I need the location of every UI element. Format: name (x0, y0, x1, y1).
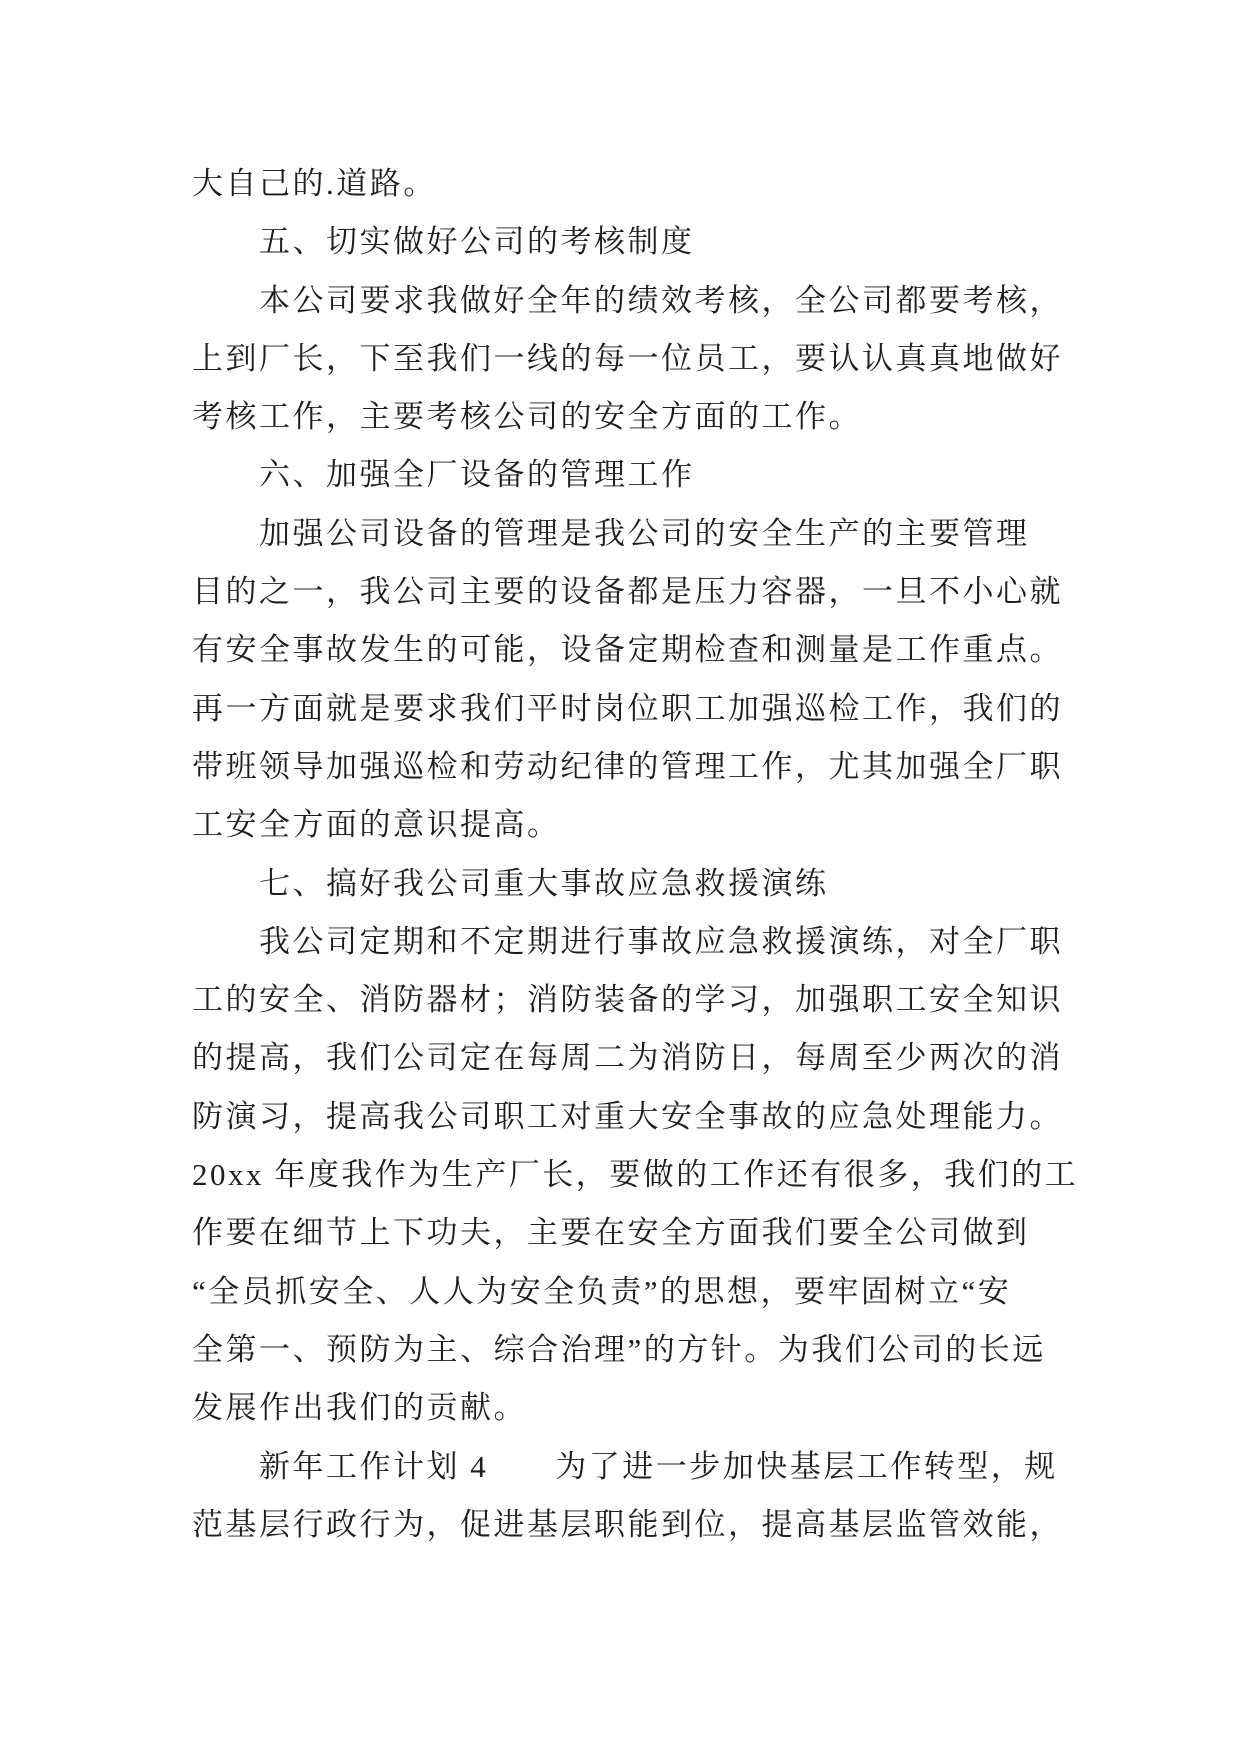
text-line: 20xx 年度我作为生产厂长，要做的工作还有很多，我们的工 (192, 1157, 1079, 1193)
text-line: 全第一、预防为主、综合治理”的方针。为我们公司的长远 (192, 1331, 1046, 1367)
text-line: 防演习，提高我公司职工对重大安全事故的应急处理能力。 (192, 1098, 1063, 1134)
paragraph (192, 505, 1091, 855)
text-line: 带班领导加强巡检和劳动纪律的管理工作，尤其加强全厂职 (192, 748, 1063, 784)
section-heading (192, 446, 1091, 504)
text-line: 有安全事故发生的可能，设备定期检查和测量是工作重点。 (192, 632, 1063, 668)
text-line: 作要在细节上下功夫，主要在安全方面我们要全公司做到 (192, 1215, 1030, 1251)
heading-text: 六、加强全厂设备的管理工作 (259, 457, 695, 493)
text-line: 发展作出我们的贡献。 (192, 1390, 527, 1426)
continued-paragraph (192, 155, 1091, 213)
text-line: 新年工作计划 4 为了进一步加快基层工作转型，规 (259, 1448, 1058, 1484)
text-line: 再一方面就是要求我们平时岗位职工加强巡检工作，我们的 (192, 690, 1063, 726)
text-line: 考核工作，主要考核公司的安全方面的工作。 (192, 399, 862, 435)
text-line: 大自己的.道路。 (192, 166, 437, 201)
section-heading (192, 213, 1091, 271)
text-line: 范基层行政行为，促进基层职能到位，提高基层监管效能， (192, 1506, 1063, 1542)
section-heading (192, 855, 1091, 913)
text-line: 加强公司设备的管理是我公司的安全生产的主要管理 (259, 515, 1030, 551)
text-line: “全员抓安全、人人为安全负责”的思想，要牢固树立“安 (192, 1273, 1012, 1309)
paragraph (192, 272, 1091, 447)
heading-text: 七、搞好我公司重大事故应急救援演练 (259, 865, 829, 901)
paragraph (192, 1438, 1091, 1555)
text-line: 工的安全、消防器材；消防装备的学习，加强职工安全知识 (192, 982, 1063, 1018)
text-line: 的提高，我们公司定在每周二为消防日，每周至少两次的消 (192, 1040, 1063, 1076)
text-line: 上到厂长，下至我们一线的每一位员工，要认认真真地做好 (192, 340, 1063, 376)
text-line: 本公司要求我做好全年的绩效考核，全公司都要考核， (259, 282, 1063, 318)
paragraph (192, 913, 1091, 1438)
heading-text: 五、切实做好公司的考核制度 (259, 224, 695, 260)
text-line: 工安全方面的意识提高。 (192, 807, 561, 843)
text-line: 目的之一，我公司主要的设备都是压力容器，一旦不小心就 (192, 574, 1063, 610)
text-line: 我公司定期和不定期进行事故应急救援演练，对全厂职 (259, 923, 1063, 959)
document-body (192, 155, 1091, 1554)
